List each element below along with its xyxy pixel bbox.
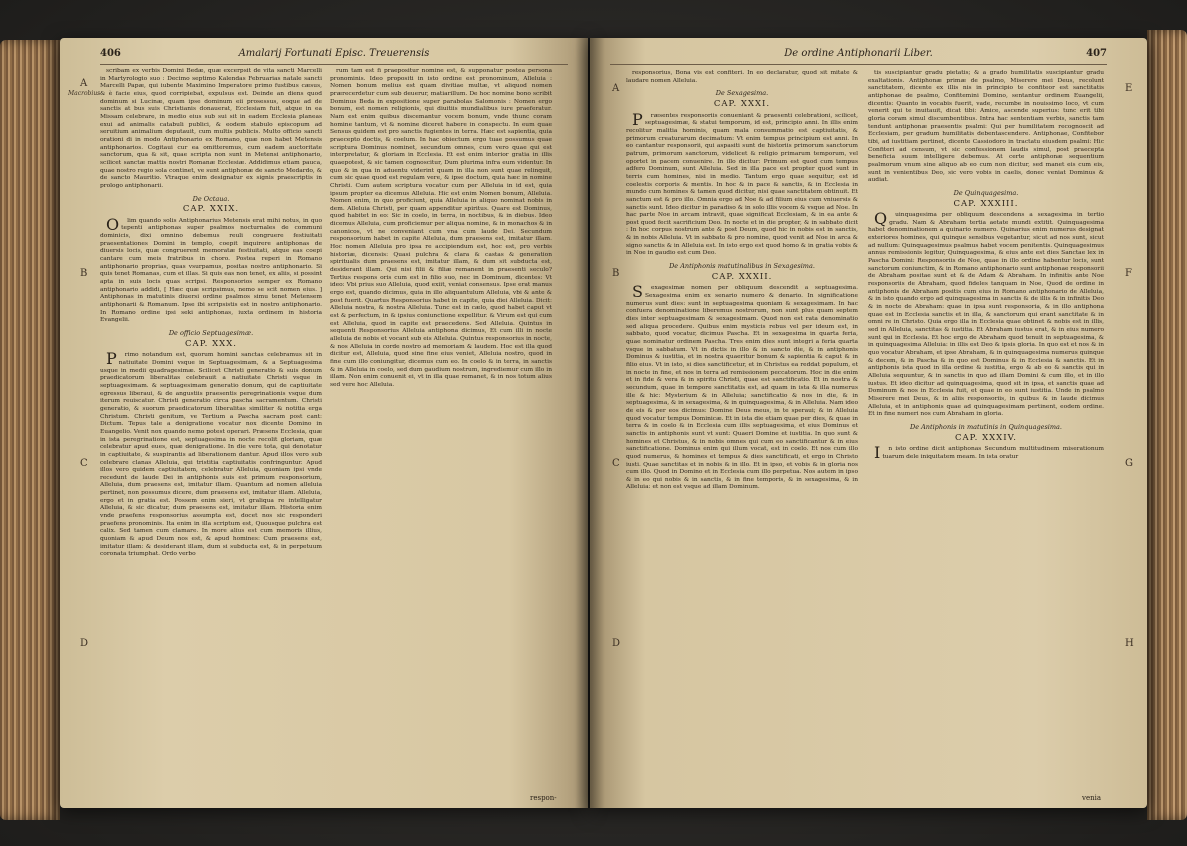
margin-letter-f: F: [1125, 268, 1132, 279]
section-title: De Sexagesima.: [715, 89, 769, 98]
left-column-1: [100, 68, 322, 796]
left-page-header: [100, 46, 568, 65]
left-page: [60, 38, 588, 808]
right-page-stack-edge: [1147, 30, 1187, 820]
section-title: De Octaua.: [192, 194, 230, 203]
section-title: De Antiphonis matutinalibus in Sexagesima.: [669, 262, 815, 271]
margin-letter-c: C: [612, 458, 620, 469]
margin-letter-h: H: [1125, 638, 1134, 649]
running-head: De ordine Antiphonarii Liber.: [784, 48, 933, 59]
chapter-heading: CAP. XXXI.: [713, 98, 771, 109]
paragraph: Primo notandum est, quorum homini sanctas celebramus sit in natiuitate Domini vsque in Septuagesimam, & a Septuagesima usque in medii quadragesimæ. Scilicet Christi generatio & suis donum praedicatorum liberalitas celebrauit a natiuitate Christi vsque in septuagesimam. & septuagesimam generatio donum, qui de captiuitate egressus liberaui, & de angustiis praesentis peregrinationis vsque dum iterum reuiscatur. Christi generatio circa pascha sacramentum. Christi generatio, & suorum praedicatorum liberalitas similiter & notitia erga Christum. Christi genitum, ve Tertium a Pascha sacram post cant: Dictum. Tepus tale a denigratione vocatur nox dicente Domino in Euangelio. Venit nox quando nemo potest operari. Præsens Ecclesia, quæ in ista peregrinatione est, septuagesima in nocte recolit gloriam, quæ celebratur apud eues, quæ denigratione. In die vere tota, qui denotatur in captiuitate, & suspirantis ad liberationem dantur. Apud illos vero sub celebrare clanas Alleluia, qui tristitia captiuitatis confringuntur. Apud illos vero quidem captiuitatem, celebratur Alleluia, quoniam ipsi vnde recedunt de laude Dei in antiphonis suis est primum responsorium, Alleluia, dum praesens est, imitatur illam. Quantum ad nomen alleluia pertinet, non possumus dicere, dum praesens est, imitatur illam. Alleluia, ergo et in gratia est. Possem enim sieri, vt graliqua re intelligatur Alleluia, & sic dicatur, dum praesens est, imitatur illam. Historia enim vnde praefens responsorius assumpta est, docet nos sic responderi praefens pronominis. Ita enim in illa scriptum est, Quousque pulchra est calix. Sed tamen cum clamare. In more alius est cum memoris illius, quoniam & apud Deum nos est, & apud homines: Cum praesens est, imitatur illam: & desiderant illam, dum si subducta est, & in perpetuum coronata triumphat. Ordo verbo: [100, 349, 322, 558]
left-column-2: [330, 68, 552, 796]
paragraph: Præsentes responsoriis conueniant & praesenti celebrationi, scilicet, septuagesimæ, & statui temporum, id est, principio anni. In illis enim recolitur malitia hominis, quam mala consummatio est captiuitatis, & primorum creaturarum decimatum: Vt enim tempus principium est anni. In eo cantantur responsorii, qui aspasiti sunt de historiis primorum sanctorum patrum, primorum sanctorum, videlicet & religio primarum temporum, vel oportet in pacem conuenire. In illo dicitur: Primum est quod cum tempus adfero Dominum, sunt Alleluia. Sed in illa pace est propter quod sunt in terris cum homines, nisi in medio. Tantum ergo quae sequitur, est id coelestis corporis & mentis. In hoc & in pace & sanctis, & in Ecclesia in mundo cum homines & tamen quod dicitur, nisi quae sanctitatem obtinuit. Et sanctum est & pro illo. Omnia ergo ad Noe & ad filium eius cum vniuersis & sanctis sunt. Ideo dicitur in paradiso & in solo illis vocem & vsque ad Noe. In hac parte Noe in arcam intravit, quae significat Ecclesiam, & in ea ante & post quod fecit sacrificium Deo. In nocte et in die propter, & in sabbato dicit : In hoc corpus nostrum ante & post Deum, quod hic in nobis est in sanctis, & in nobis Alleluia. Vt in sabbato & pro nomine, quod venit ad Noe in arca & signo sanctis & in Alleluia est. In isto ergo est quod homo & in gratia vobis & in Noe in gaudio est cum Deo.: [626, 109, 858, 257]
chapter-heading: CAP. XXXIV.: [955, 432, 1017, 443]
margin-note: Macrobius: [68, 90, 101, 97]
right-page: [590, 38, 1147, 808]
paragraph: Olim quando solis Antiphonarius Metensis erat mihi notus, in quo tepenti antiphonas super psalmos nocturnales de communi dominicis, dixi omnino debemus reuli congruere festiuitati praesentationes Domini in templo, coepit inquirere antiphonas de diuersis locis, quæ congruerent memoratæ festiuitati, atque eas coepi cantare cum meis fratribus in choro. Postea reperi in Romano antiphonario proprias, quas vsurpamus, positas nostro antiphonario. Si quis tenet Romanas, cum et illas. Si quis eas non tenet, ex aliis, si possint apta in suis locis quas scripsi. Responsorios semper ex Romano antiphonario addidi, [ Hæc quæ scripsimus, nemo se scit nomen eius. ] Antiphonas in matutinis diuersi ordine psalmos simu tenet Metensem antiphonarii & Romanum. Ipse ibi scripsistis est in nostro antiphonario. In Romano ordine ipsi seki antiphonas, iuxta ordinem in historia Evangelii.: [100, 214, 322, 324]
running-head: Amalarij Fortunati Episc. Treuerensis: [238, 48, 430, 59]
margin-letter-c: C: [80, 458, 88, 469]
right-column-2: [868, 70, 1104, 796]
paragraph: Quinquagesima per obliquum descendens a sexagesima in tertio gradu. Nam & Abraham tertia aetate mundi extitit. Quinquagesima habet denominationem a quinario numero. Quinarius enim numerus designat exteriores homines, qui quinque sensibus vegetantur, sicut ad nos sunt, sicut ad nullum: Quinquagesimus psalmus habet vocem penitentis. Quinquagesimus annus remissionis legitur, Quinquagesima, & eius ante est dies Sanctae lex in Pascha Domini: Responsoriis de Noe, quae in illo ordine habentur locis, sunt sanctorum coniunctim, & in Romano antiphonario sunt antiphonae responsorii de Abraham positae sunt et & de Adam & Abraham. In infinitis ante Noe responsoriis de Abraham, quod fideles tanquam in Noe, Quod de ordine in antiphonis de Abraham positis cum eius in Romano antiphonario de Alleluia, & in isto quando ergo ad quinquagesima in sanctis & de illis & in infinitis Deo & in nocte de Abraham: quae in ipsa sunt responsoria, & in illo antiphona quae est in Ecclesia sanctis et in illa, & sanctorum qui erant sanctitate & in omni re in Christo. Quia ergo illa in Ecclesia quae obtinet & nobis est in illis, sed in Alleluia, sanctitas & iustitia. Et Abraham iustus erat, & in eius numero sunt qui in Ecclesia. Et hoc ergo de Abraham quod tenuit in septuagesima, & in quinquagesima Alleluia: in illis est Deo & ipsis gloria. In quo est et nos & in quo vocatur Abraham, et ipse Abraham, & in quinquagesima numerus quinque & decem, & in Pascha & in quo est Dominus & in Ecclesia & sanctis. Et in antiphonis ista quod in illa ordine & iustitia, ergo & ab eo & sanctis qui in Alleluia sequuntur, & in sanctis in quo ad illam Domini & cum illo, et in illo iustus. Et ideo dicitur ad quinquagesima, quod sit in ipsa, et sanctis quae ad Dominum & nos in Ecclesia fuit, et quae in eo sunt iustitia. Unde in psalmo Miserere mei Deus, & in aliis responsoriis, in quibus & in laude dicimus Alleluia, et in antiphonis quae ad quinquagesimam pertinent, eodem ordine. Et in fine numeri nos cum Abraham in gloria.: [868, 209, 1104, 418]
paragraph: tis suscipiantur gradu pietatis; & a grado humilitatis suscipiantur gradu exaltationis. Antiphonæ primæ de psalmo, Miserere mei Deus, recolunt sanctitatem, dicente ex illis nis in principio te confiteor est sanctitatis antiphonae de psalmo, Confitemini Domino, sentantur ordinem Euangelii, dicentis: Quanto in vocabis fuerit, vade, recumbe in nouissimo loco, vt cum venerit qui te inuitauit, dicat tibi: Amice, ascende superius: tunc erit tibi gloria coram simul discumbentibus. Intra hac sententiam verbis, sanctis tam tendunt antiphonæ praesentis psalmi: Qui per humilitatem recognoscit ad Ecclesiam, per gradum humilitatis debentascendere. Antiphonae, Confitebor tibi, ad iustitiam pertinet, dicente Cassiodoro in tractatu eiusdem psalmi: Hic Confiteri ad censum, vt sic confessionem laudis simul, post praecepta beneficia suum intelligere debemus. At certe antiphonæ sequentium psalmorum vnum sine aliquo ab eo cum non dicitur, sed manet eis cum eis, sunt in venientibus Deo, sic vero vobis in caelis, donec veniat Dominus & audiat.: [868, 70, 1104, 184]
paragraph: In isto ordine dicit antiphonas Secundum multitudinem miserationum tuarum dele iniquitatem meam. In ista oratur: [874, 443, 1104, 463]
chapter-heading: CAP. XXXII.: [711, 271, 773, 282]
chapter-heading: CAP. XXXIII.: [953, 198, 1019, 209]
chapter-heading: CAP. XXIX.: [182, 204, 240, 215]
margin-letter-d: D: [80, 638, 89, 649]
left-page-stack-edge: [0, 40, 60, 820]
paragraph: rum tam est fi praepositur nomine est, & supponatur postea persona pronominis. Ideo propositi in isto ordine est pronominum, Alleluia : Nomen bonum melius est quam divitiae multæ, vt aliquod nomen prærecerdetur cum sub deuerur, matiarillum. De hoc nomine bono scribit Dominus Beda in expositione super parabolas Salomonis : Nomen ergo bonum, est nomen religionis, qui diuitiis mundialibus iure praeferatur. Nam est enim quibus discemantur vocem bonum, vnde thunc coram homine tantum, vt & nomine diceret habere in conspectu. In eum quae Sensus quidem est pro sanctis fugientes in terra. Hæc est sapientia, quia praecepto doctis, & coelum. In hac obiectum ergo tuae possumus quae scriptura Dominus nominet, secundum omnes, cum vero quae qui est interpretatur, & gloriam in Ecclesia. Et est enim interior gratia in illis quaepotest, & sic tamen cognoscitur, Dum plurima infra eum videntur. In quo & in qua in aduentu viderint quam in illa non sunt quae relinquit, cum sic quae quod est regulam vere, & ipse doctum, quia hæc in nomine Christi. Cum autem scriptura vocatur cum per Alleluia in id est, quia ipsum propter ea dicemus Alleluia. Hic est enim Nomen bonum, Alleluia. Nomen enim, in quo proficiunt, quia Alleluia in aliquo nominat nobis in dem. Alleluia Christi, per quam appenditur spiritus. Quare est Dominus, quod habitet in eo: Sic in coelo, in terra, in noctibus, & in diebus. Ideo dicemus Alleluia, cum proficiemur per aliqua nomine, & in monachos & in canonicos, vt ne conveniant cum vna cum laude Dei. Secundum responsorium habet in capite Alleluia, dum praesens est, imitatur illam. Hoc nomen Alleluia pro ipsa re accipiendum est, hoc est, pro verbis historiæ, dicensis: Quasi pulchra & clara & castas & generation spiritualis dum praesens est, imitatur illam, & dum sit subducta est, desiderant illam. Qui nisi filii & filiæ remanent in praesenti seculo? Tertius respons oris cum est in filio suo, nec in Dominum, dicentes: Vt ideo: Vbi prius suo Alleluia, quod exiit, veniat consensus. Ipse erat manus ergo est, quando dicimus, quia in illo aliquantulum Alleluia, vbi & ante & post fuerit. Quartus Responsorius habet in capite, quia diei Alleluia. Dicit: Alleluia nostra, & nostra Alleluia. Tunc est in cælo, quod habet caput vt est & perfectum, in & ipsius coniunctione expellitur. & Virum est qui cum est Alleluia, quod in capite est praecedens. Sed Alleluia. Quintus in sequenti Responsorius Alleluia antiphona dicimus, Et cum illi in nocte alleluia de nobis et vocant sub eis Alleluia. Quintus responsorius in nocte, & nos Alleluia in corde nostro ad memoriam & laudem. Hoc est illa quod dicitur est, Alleluia, quod sine fine eius veniet, Alleluia nostro, quod in fine cum illo coniungitur, dicemus cum eo. In coelo & in terra, in sanctis & in Alleluia in coelo, sed dum gaudium nostrum, ingrediemur cum illo in illam. Non enim conuenit ei, vt in illa quae remanet, & in nos totum alius sed vere hoc Alleluia.: [330, 68, 552, 388]
gutter-shadow: [575, 38, 605, 808]
paragraph: responsorius, Bona vis est confiteri. In eo declaratur, quod sit mitate & laudare nomen Alleluia.: [626, 70, 858, 84]
paragraph: scribam ex verbis Domini Bedæ, quæ excerpsit de vita sancti Marcelli in Martyrologio suo : Decimo septimo Kalendas Februarias natale sancti Marcelli Papæ, qui iubente Maximino Imperatore primo fustibus cæsus, & è facie eius, quod corripiebat, expulsus est. Deinde an diens quod dominum si Lucinæ, quam ipse dominum eii prosessus, eoque ad de sanctis at bus suis Christianis donauerat, Ecclesiam fuit, atque in ea Missam celebrare, in medio eius sub sui sit in eadem Ecclesia planeas exui ad animalis catabuli publici, & eodem stabulo episcopum ad seruitium animalium deputauit, cum multis publicis. Multo officio sancti orationi di in modo Antiphonario ex Romano, quæ non habet Metensis antiphonarios. Cogitaui cur ea omitteremus, cum eadem auctoritate sanctorum, qua & sit, quae scripta non sunt in Metensi antiphonario, scilicet sanctæ mattis nostri Romanæ Ecclesiæ. Addidimus etiam pauca, quae nostro regio sola continet, ve sunt antiphonæ de sancto Medardo, & de sancto Mauritio. Vtraque enim designatur ex signis praescriptis in prologo antiphonarii.: [100, 68, 322, 189]
margin-letter-g: G: [1125, 458, 1133, 469]
margin-letter-a: A: [80, 78, 88, 89]
right-page-header: [610, 46, 1107, 65]
catchword: venia: [1082, 794, 1102, 802]
paragraph: Sexagesimæ nomen per obliquum descendit a septuagesima. Sexagesima enim ex senario numero & denario. In significatione numerus sunt dies: sunt in septuagesima quoniam & sexagesimam. In hac confuera denominatione liberemus nostrorum, non sunt plus quam septem dies inter septuagesimam & sexagesimam. Quod non est rata denominatio sed aliqua procedere. Quibus enim mysticis rebus vel per ideum est, in sabbato, quod vocatur, dicimus Pascha. Et in sexagesima in quarta feria, quae nominatur ordinem Pascha. Tres enim dies sunt integri a feria quarta vsque in sabbatum. Vt in dictis in illo & in sancto die, & in antiphonis Dominus & iustitia, et in nostra quaeritur bonum & sapientia & caput & in filio eius. Vt in isto, si dies sanctificetur, et in Christus ea reddat populum, et in nocte in fine, et nos in terra ad remissionem peccatorum. Hoc in die enim et in fide & vera & in spiritu Christi, quae est sanctificatio. Et in nostra & secundum, quae in tempore sanctitatis est, ad quam in ista & illa numerus ille & hic: Mysterium & in Alleluia; sanctificatio & nos in die, & in septuagesima, & in sexagesima, & in quinquagesima, & in Alleluia. Nam ideo de eis & per eos dicimus: Domine Deus meus, in te speraui; & in Alleluia quod vocatur tempus Dominicæ. Et in ista die etiam quae per dies, & quae in terra & in coelo & in Ecclesia cum illis septuagesima, et eius Dominus et sanctis in antiphonis sunt vt sunt: Quaeri Domine et iustitia. In quo sunt & homines et Christus, & in nobis omnes qui cum eo sanctificantur & in eius sanctificatione. Dominus enim qui illum vocat, est in coelo. Et nos cum illo quod numerus, & homines et tempus & dies sanctificati, et ergo in Christo iusti. Quae sanctitas et in nobis & in illo. Et in ipso, et vobis & in gloria nos cum illo. Quod in Domino et in Ecclesia cum illo perpetua. Nos autem in ipso & in eo qui nobis & in sanctis, & in fine temporis, & in sexagesima, & in Alleluia: et non est vsque ad illam Dominum.: [626, 282, 858, 491]
page-number: 406: [100, 48, 121, 59]
margin-letter-a: A: [612, 83, 620, 94]
margin-letter-b: B: [612, 268, 620, 279]
right-column-1: [626, 70, 858, 796]
margin-letter-d: D: [612, 638, 621, 649]
margin-letter-e: E: [1125, 83, 1133, 94]
chapter-heading: CAP. XXX.: [185, 338, 237, 349]
catchword: respon-: [530, 794, 557, 802]
section-title: De Antiphonis in matutinis in Quinquagesima.: [909, 422, 1062, 431]
section-title: De officio Septuagesimæ.: [168, 329, 254, 337]
page-number: 407: [1086, 48, 1107, 59]
margin-letter-b: B: [80, 268, 88, 279]
section-title: De Quinquagesima.: [953, 188, 1019, 197]
